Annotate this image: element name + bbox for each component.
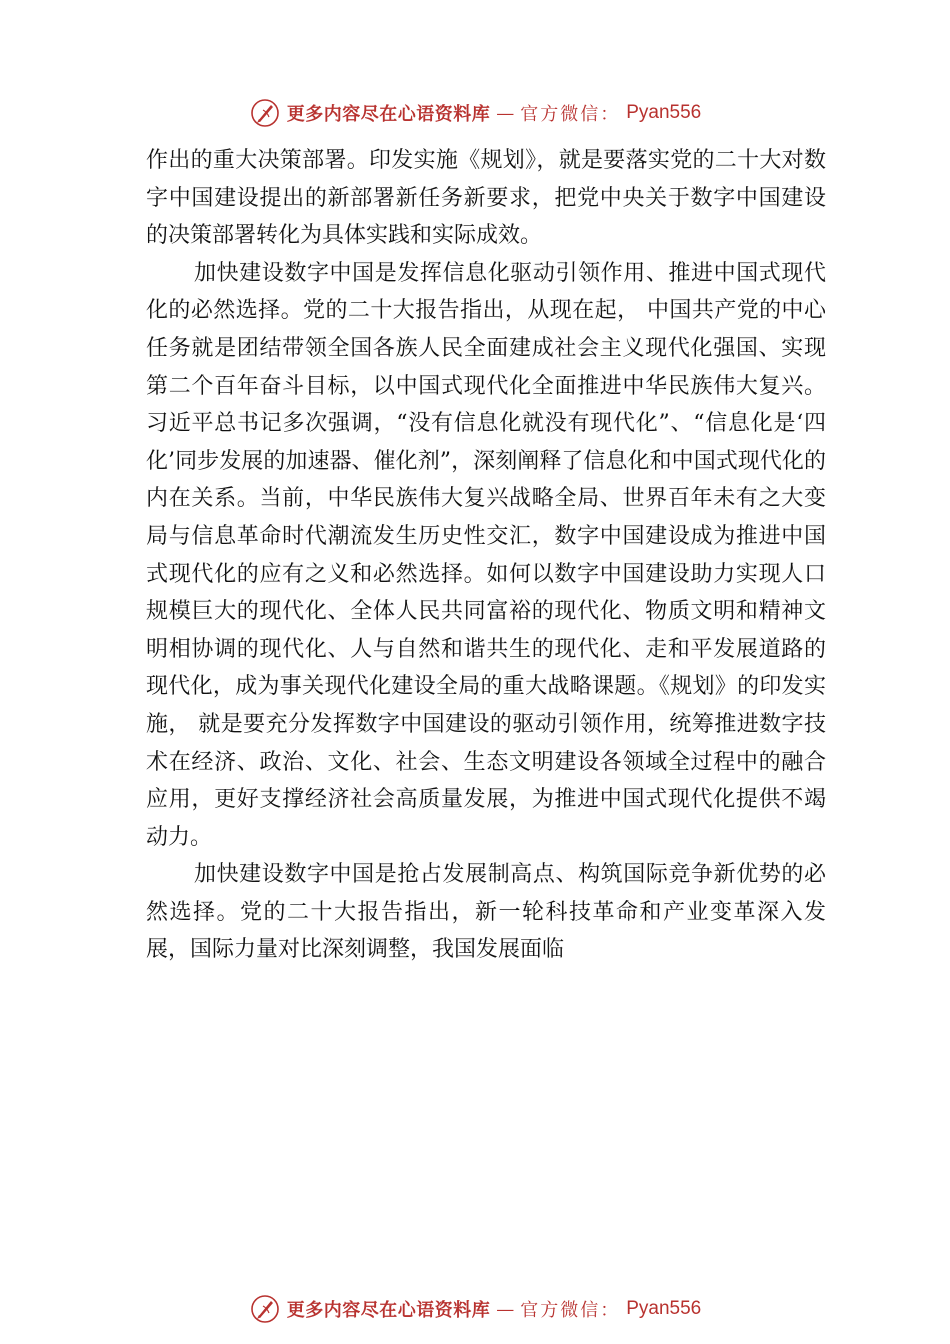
header-wechat-id: Pyan556 xyxy=(626,102,702,123)
footer-wechat-label: 官方微信： xyxy=(520,1300,621,1321)
header-brand-text: 更多内容尽在心语资料库 xyxy=(286,104,491,125)
body-paragraph-3: 加快建设数字中国是抢占发展制高点、构筑国际竞争新优势的必然选择。党的二十大报告指出，新一轮科技革命和产业变革深入发展，国际力量对比深刻调整，我国发展面临 xyxy=(146,862,826,963)
body-paragraph-1: 作出的重大决策部署。印发实施《规划》，就是要落实党的二十大对数字中国建设提出的新部署新任务新要求，把党中央关于数字中国建设的决策部署转化为具体实践和实际成效。 xyxy=(146,148,826,249)
quill-pen-logo-icon xyxy=(249,1293,281,1325)
header-wechat-label: 官方微信： xyxy=(520,104,621,125)
footer-brand-text: 更多内容尽在心语资料库 xyxy=(286,1300,491,1321)
quill-pen-logo-icon xyxy=(249,97,281,129)
footer-banner xyxy=(0,1292,950,1326)
document-body xyxy=(146,142,826,969)
footer-wechat-id: Pyan556 xyxy=(626,1298,702,1319)
footer-separator: — xyxy=(496,1298,515,1320)
header-separator: — xyxy=(496,102,515,124)
body-paragraph-2: 加快建设数字中国是发挥信息化驱动引领作用、推进中国式现代化的必然选择。党的二十大报告指出，从现在起， 中国共产党的中心任务就是团结带领全国各族人民全面建成社会主义现代化强国、实现第二个百年奋斗目标，以中国式现代化全面推进中华民族伟大复兴。习近平总书记多次强调，“没有信息化就没有现代化”、“信息化是‘四化’同步发展的加速器、催化剂”，深刻阐释了信息化和中国式现代化的内在关系。当前，中华民族伟大复兴战略全局、世界百年未有之大变局与信息革命时代潮流发生历史性交汇，数字中国建设成为推进中国式现代化的应有之义和必然选择。如何以数字中国建设助力实现人口规模巨大的现代化、全体人民共同富裕的现代化、物质文明和精神文明相协调的现代化、人与自然和谐共生的现代化、走和平发展道路的现代化，成为事关现代化建设全局的重大战略课题。《规划》的印发实施， 就是要充分发挥数字中国建设的驱动引领作用，统筹推进数字技术在经济、政治、文化、社会、生态文明建设各领域全过程中的融合应用，更好支撑经济社会高质量发展，为推进中国式现代化提供不竭动力。 xyxy=(146,260,826,850)
header-banner xyxy=(0,96,950,130)
